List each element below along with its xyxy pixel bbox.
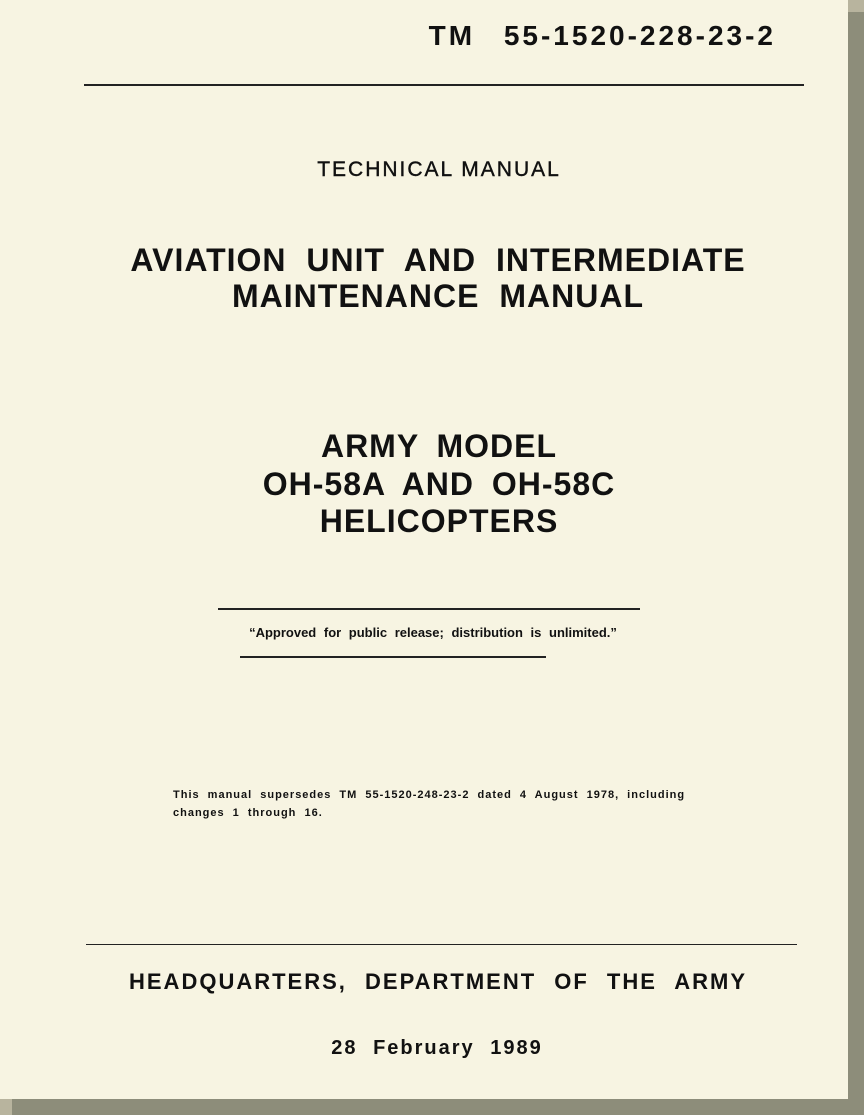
- supersedes-note-line-2: changes 1 through 16.: [173, 807, 323, 819]
- header-rule: [84, 84, 804, 86]
- model-line-3: HELICOPTERS: [319, 503, 559, 539]
- distribution-rule-bottom: [240, 656, 546, 658]
- distribution-rule-top: [218, 608, 640, 610]
- supersedes-note-line-1: This manual supersedes TM 55-1520-248-23-2 dated 4 August 1978, including: [173, 789, 686, 801]
- manual-title-line-1: AVIATION UNIT AND INTERMEDIATE: [130, 242, 746, 278]
- footer-rule: [86, 944, 797, 945]
- model-line-2: OH-58A AND OH-58C: [262, 466, 616, 502]
- issuing-authority: HEADQUARTERS, DEPARTMENT OF THE ARMY: [129, 969, 747, 994]
- manual-title-line-2: MAINTENANCE MANUAL: [232, 278, 644, 314]
- manual-type: TECHNICAL MANUAL: [317, 158, 561, 181]
- distribution-statement: “Approved for public release; distribution is unlimited.”: [249, 625, 617, 640]
- model-line-1: ARMY MODEL: [320, 428, 558, 464]
- tm-number: TM 55-1520-228-23-2: [428, 20, 776, 51]
- page-shadow-right: [848, 12, 864, 1115]
- page-shadow-bottom: [12, 1099, 864, 1115]
- publication-date: 28 February 1989: [331, 1037, 543, 1059]
